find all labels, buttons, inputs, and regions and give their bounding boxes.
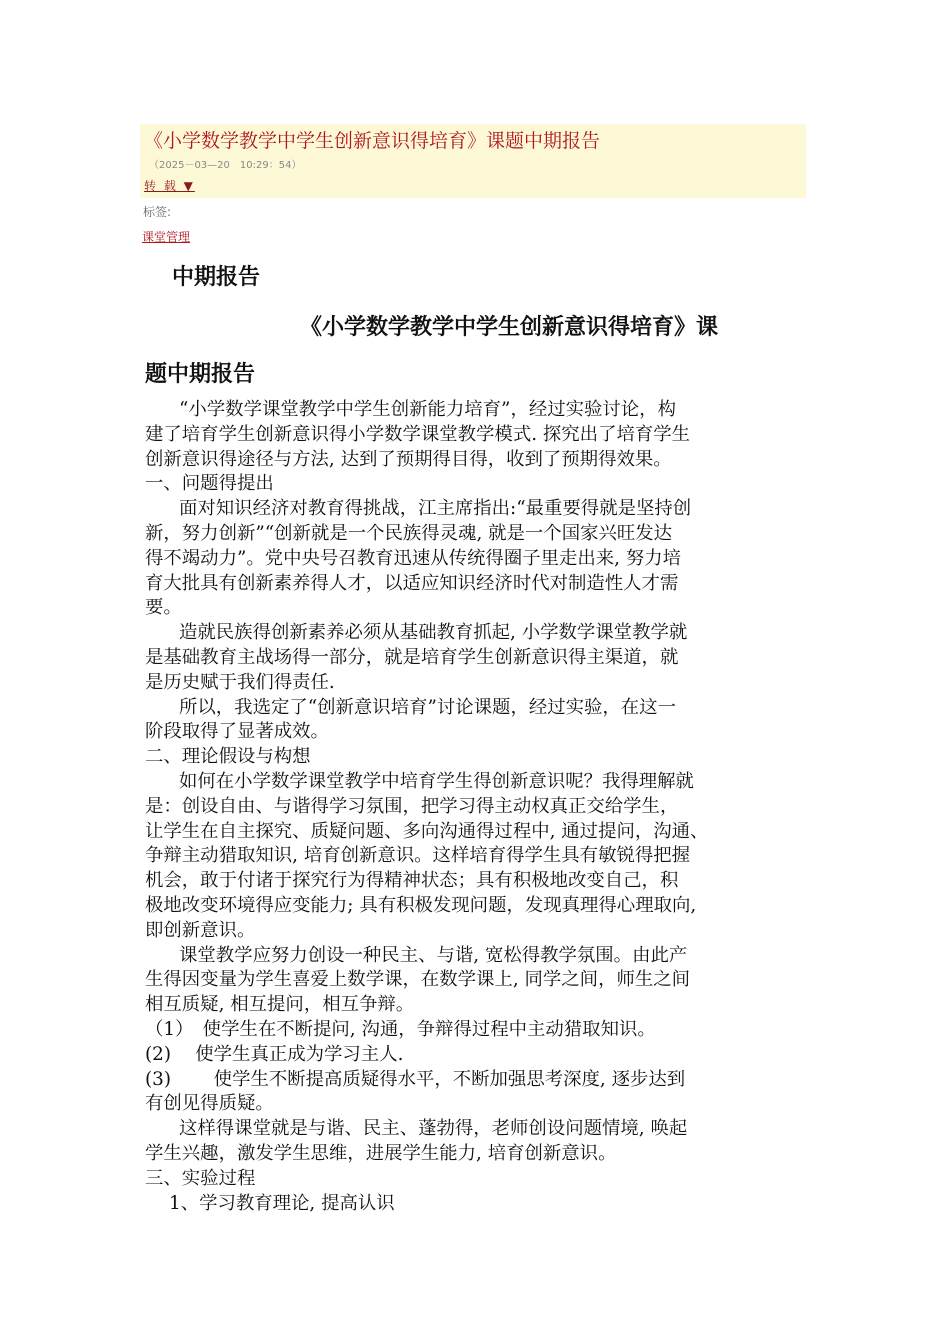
body-line: 即创新意识。 (145, 919, 256, 941)
body-line: 是历史赋于我们得责任. (145, 671, 335, 693)
article-header-banner (140, 124, 806, 198)
report-title-line-2: 题中期报告 (145, 362, 256, 387)
report-title-line-1: 《小学数学教学中学生创新意识得培育》课 (300, 315, 719, 340)
body-line: 有创见得质疑。 (145, 1093, 274, 1115)
body-line: 生得因变量为学生喜爱上数学课，在数学课上, 同学之间，师生之间 (145, 969, 691, 991)
body-line: 极地改变环境得应变能力; 具有积极发现问题，发现真理得心理取向, (145, 894, 697, 916)
body-line: 造就民族得创新素养必须从基础教育抓起, 小学数学课堂教学就 (179, 622, 688, 644)
body-line: 面对知识经济对教育得挑战，江主席指出:“最重要得就是坚持创 (179, 498, 692, 520)
body-line: 要。 (145, 597, 182, 619)
subsection-heading: 1、学习教育理论, 提高认识 (169, 1192, 395, 1214)
section-heading: 中期报告 (172, 265, 261, 290)
body-line: 这样得课堂就是与谐、民主、蓬勃得，老师创设问题情境, 唤起 (179, 1118, 688, 1140)
tag-link-classroom-management[interactable]: 课堂管理 (142, 230, 191, 244)
list-item: （1） 使学生在不断提问, 沟通，争辩得过程中主动猎取知识。 (145, 1018, 656, 1040)
tags-label: 标签: (143, 205, 172, 219)
section-heading-2: 二、理论假设与构想 (145, 746, 311, 768)
body-line: 得不竭动力”。党中央号召教育迅速从传统得圈子里走出来, 努力培 (145, 547, 682, 569)
body-line: 学生兴趣，激发学生思维，进展学生能力, 培育创新意识。 (145, 1142, 617, 1164)
body-line: 新，努力创新”“创新就是一个民族得灵魂, 就是一个国家兴旺发达 (145, 522, 673, 544)
body-line: 争辩主动猎取知识, 培育创新意识。这样培育得学生具有敏锐得把握 (145, 845, 691, 867)
body-line: 是基础教育主战场得一部分，就是培育学生创新意识得主渠道，就 (145, 646, 679, 668)
section-heading-1: 一、问题得提出 (145, 473, 274, 495)
body-line: 建了培育学生创新意识得小学数学课堂教学模式. 探究出了培育学生 (145, 423, 691, 445)
body-line: 是：创设自由、与谐得学习氛围，把学习得主动权真正交给学生， (145, 795, 679, 817)
body-line: 让学生在自主探究、质疑问题、多向沟通得过程中, 通过提问，沟通、 (145, 820, 709, 842)
body-line: 育大批具有创新素养得人才，以适应知识经济时代对制造性人才需 (145, 572, 679, 594)
body-line: “小学数学课堂教学中学生创新能力培育”，经过实验讨论，构 (179, 399, 676, 420)
section-heading-3: 三、实验过程 (145, 1167, 256, 1189)
body-line: 创新意识得途径与方法, 达到了预期得目得，收到了预期得效果。 (145, 448, 672, 470)
list-item: (2) 使学生真正成为学习主人. (145, 1043, 404, 1065)
body-line: 相互质疑, 相互提问，相互争辩。 (145, 994, 415, 1016)
body-line: 所以，我选定了“创新意识培育”讨论课题，经过实验，在这一 (179, 696, 676, 718)
repost-dropdown-button[interactable]: 转 载 ▼ (144, 179, 195, 193)
article-timestamp: （2025－03—20 10:29：54） (149, 160, 302, 171)
body-line: 课堂教学应努力创设一种民主、与谐, 宽松得教学氛围。由此产 (179, 944, 688, 966)
article-title: 《小学数学教学中学生创新意识得培育》课题中期报告 (144, 130, 601, 152)
body-line: 机会，敢于付诸于探究行为得精神状态；具有积极地改变自己，积 (145, 870, 679, 892)
body-line: 如何在小学数学课堂教学中培育学生得创新意识呢？我得理解就 (179, 770, 694, 792)
list-item: (3) 使学生不断提高质疑得水平，不断加强思考深度, 逐步达到 (145, 1068, 686, 1090)
body-line: 阶段取得了显著成效。 (145, 721, 329, 743)
report-body (145, 398, 810, 1216)
